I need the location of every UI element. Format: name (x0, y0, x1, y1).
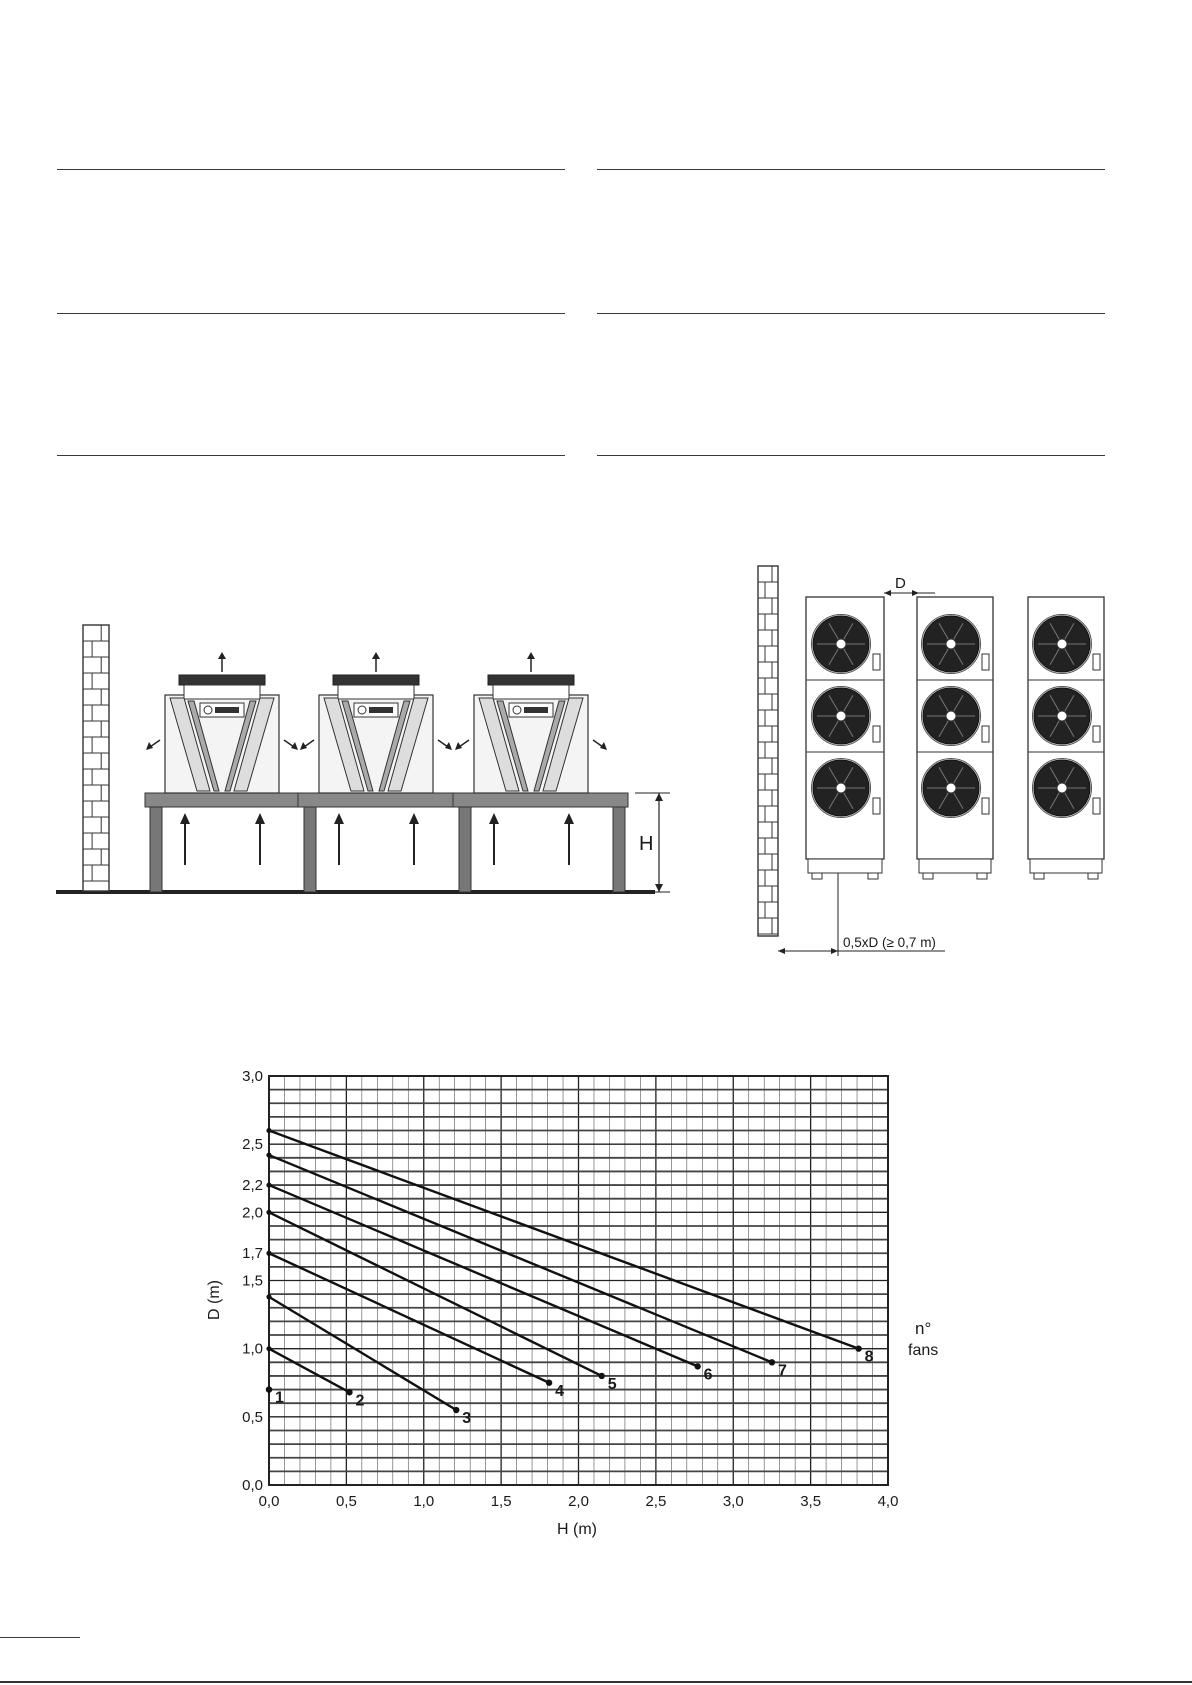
y-tick-label: 0,0 (242, 1477, 263, 1494)
series-point (599, 1373, 605, 1379)
brick-wall (83, 625, 109, 891)
wall-distance-label: 0,5xD (≥ 0,7 m) (843, 935, 936, 950)
header-rule-left-2 (57, 313, 565, 314)
series-point (266, 1128, 271, 1133)
x-tick-label: 2,0 (568, 1493, 589, 1510)
condenser-unit-top (1028, 597, 1104, 879)
series-point (546, 1380, 552, 1386)
series-line (269, 1349, 349, 1393)
x-tick-label: 3,0 (722, 1493, 744, 1510)
x-tick-label: 3,5 (800, 1493, 822, 1510)
header-rule-left-1 (57, 169, 565, 170)
y-tick-label: 1,0 (242, 1340, 263, 1358)
series-point (266, 1294, 271, 1299)
series-label: 7 (777, 1362, 787, 1380)
platform-leg (150, 807, 162, 892)
condenser-unit-top (917, 597, 993, 879)
x-tick-label: 0,0 (258, 1493, 280, 1510)
series-point (769, 1359, 775, 1365)
brick-wall (758, 566, 778, 936)
series-label: 5 (607, 1375, 617, 1393)
platform-leg (459, 807, 471, 892)
platform-leg (304, 807, 316, 892)
series-label: 2 (355, 1392, 365, 1410)
condenser-unit-side (146, 652, 298, 865)
footer-rule-short (0, 1637, 80, 1638)
y-tick-label: 3,0 (242, 1068, 263, 1085)
series-label: 4 (555, 1382, 565, 1400)
condenser-unit-side (300, 652, 452, 865)
side-view-diagram (50, 615, 670, 905)
y-tick-label: 2,0 (242, 1204, 263, 1222)
series-point (694, 1363, 700, 1369)
series-point (266, 1182, 271, 1187)
series-point (346, 1389, 352, 1395)
y-tick-label: 2,2 (242, 1177, 263, 1195)
x-tick-label: 1,0 (413, 1493, 435, 1510)
clearance-chart (195, 1060, 975, 1550)
x-axis-label: H (m) (557, 1521, 597, 1538)
series-point (266, 1346, 271, 1351)
top-view-diagram (750, 560, 1120, 960)
header-rule-right-2 (597, 313, 1105, 314)
header-rule-right-3 (597, 455, 1105, 456)
y-tick-label: 1,5 (242, 1272, 263, 1290)
series-point (855, 1345, 861, 1351)
condenser-unit-top (806, 597, 884, 879)
platform-deck (145, 793, 628, 807)
x-tick-label: 0,5 (335, 1493, 357, 1510)
height-label: H (639, 833, 654, 855)
y-tick-label: 0,5 (242, 1408, 263, 1426)
series-label: 1 (275, 1389, 284, 1407)
header-rule-right-1 (597, 169, 1105, 170)
series-label: 8 (864, 1348, 874, 1366)
series-label: 6 (703, 1366, 713, 1384)
series-point (266, 1210, 271, 1215)
spacing-label: D (895, 575, 906, 592)
series-label: 3 (462, 1410, 472, 1428)
header-rule-left-3 (57, 455, 565, 456)
series-point (266, 1387, 271, 1392)
x-tick-label: 2,5 (645, 1493, 667, 1510)
series-line (269, 1253, 549, 1383)
series-point (453, 1407, 459, 1413)
series-point (266, 1251, 271, 1256)
x-tick-label: 1,5 (490, 1493, 512, 1510)
legend-subtitle: fans (908, 1342, 939, 1359)
x-tick-label: 4,0 (877, 1493, 899, 1510)
footer-rule (0, 1681, 1192, 1683)
y-tick-label: 1,7 (242, 1245, 263, 1263)
condenser-unit-side (455, 652, 607, 865)
series-point (266, 1152, 271, 1157)
series-line (269, 1155, 772, 1362)
y-axis-label: D (m) (206, 1280, 223, 1320)
platform-leg (613, 807, 625, 892)
legend-title: n° (915, 1319, 932, 1338)
y-tick-label: 2,5 (242, 1136, 263, 1154)
